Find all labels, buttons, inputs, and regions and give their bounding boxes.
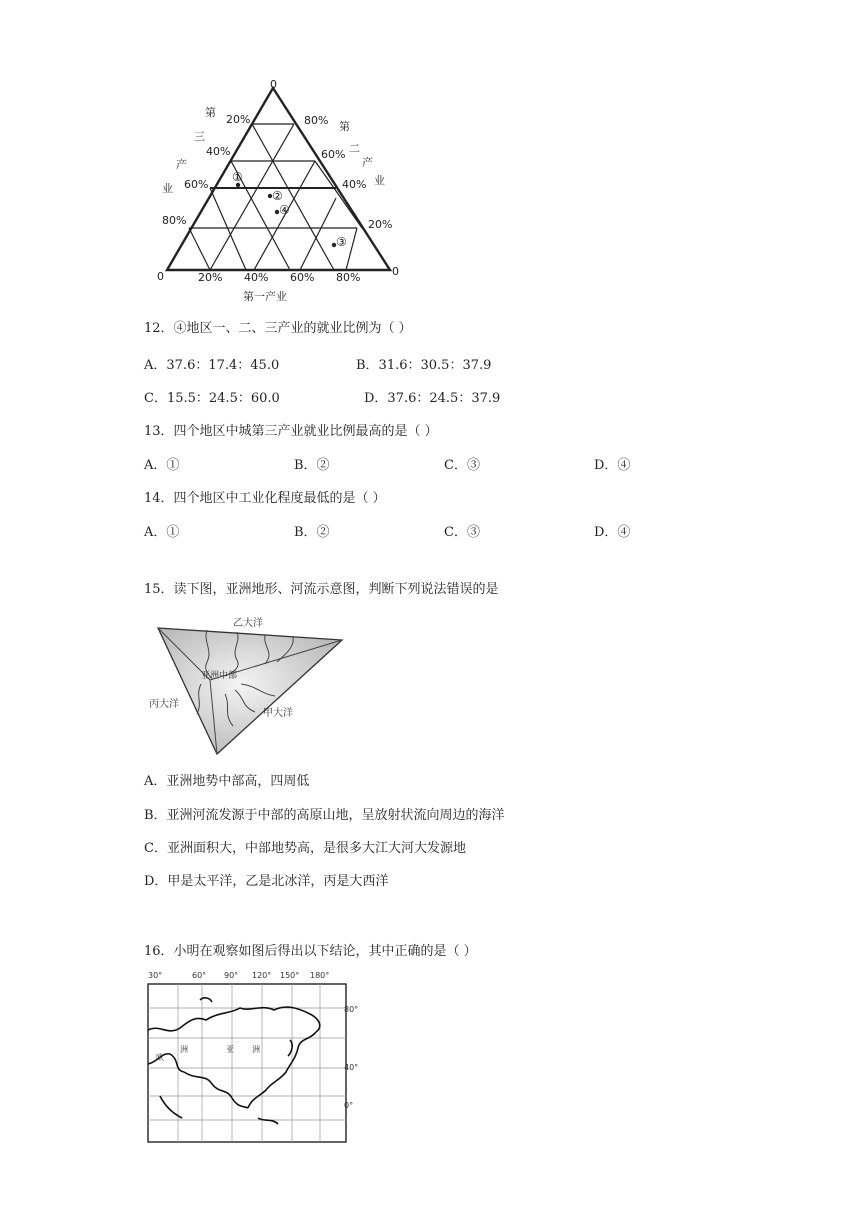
right-tick: 80% [304, 114, 329, 127]
q12-stem: 12．④地区一、二、三产业的就业比例为（ ） [144, 321, 412, 336]
west-ocean-label: 丙大洋 [149, 699, 179, 710]
q13-option-d: D．④ [594, 458, 631, 473]
left-tick: 60% [184, 178, 209, 191]
left-tick: 80% [162, 214, 187, 227]
left-zero: 0 [157, 270, 164, 283]
region-label: 欧 [156, 1053, 164, 1062]
lon-label: 150° [280, 971, 300, 980]
q15-option-c: C．亚洲面积大，中部地势高，是很多大江大河大发源地 [144, 841, 466, 856]
lon-label: 60° [192, 971, 207, 980]
right-axis-char: 产 [362, 156, 373, 169]
q14-option-a: A．① [144, 525, 180, 540]
left-axis-char: 产 [176, 158, 187, 171]
left-axis-char: 业 [162, 182, 173, 195]
point-label-2: ② [272, 189, 283, 203]
asia-center-label: 亚洲中部 [201, 671, 238, 681]
right-tick: 20% [368, 218, 393, 231]
q15-option-a: A．亚洲地势中部高，四周低 [144, 774, 310, 789]
right-axis-char: 业 [374, 174, 385, 187]
ternary-triangle-figure [150, 78, 410, 308]
q14-stem: 14．四个地区中工业化程度最低的是（ ） [144, 491, 386, 506]
lon-label: 30° [148, 971, 163, 980]
bottom-tick: 20% [198, 271, 223, 284]
q15-option-b: B．亚洲河流发源于中部的高原山地，呈放射状流向周边的海洋 [144, 808, 505, 823]
bottom-tick: 80% [336, 271, 361, 284]
right-axis-char: 二 [349, 142, 360, 155]
q12-option-b: B．31.6：30.5：37.9 [356, 358, 492, 373]
q12-option-d: D．37.6：24.5：37.9 [364, 391, 501, 406]
point-label-4: ④ [279, 203, 290, 217]
left-axis-char: 三 [194, 130, 205, 143]
lon-label: 120° [252, 971, 272, 980]
region-label: 洲 [180, 1045, 188, 1054]
bottom-tick: 60% [290, 271, 315, 284]
region-label: 亚 [226, 1045, 234, 1054]
lon-label: 180° [310, 971, 330, 980]
left-tick: 20% [226, 113, 251, 126]
right-zero: 0 [392, 265, 399, 278]
q14-option-d: D．④ [594, 525, 631, 540]
east-ocean-label: 甲大洋 [263, 708, 293, 719]
lat-label: 0° [344, 1101, 354, 1110]
north-ocean-label: 乙大洋 [233, 618, 263, 629]
asia-terrain-map [145, 610, 350, 760]
lat-label: 80° [344, 1005, 359, 1014]
region-label: 洲 [252, 1045, 260, 1054]
left-tick: 40% [206, 145, 231, 158]
q16-stem: 16．小明在观察如图后得出以下结论，其中正确的是（ ） [144, 944, 477, 959]
lat-label: 40° [344, 1063, 359, 1072]
q14-option-b: B．② [294, 525, 330, 540]
asia-triangle [158, 628, 342, 754]
q15-option-d: D．甲是太平洋，乙是北冰洋，丙是大西洋 [144, 874, 389, 889]
q13-option-b: B．② [294, 458, 330, 473]
q13-option-c: C．③ [444, 458, 480, 473]
top-zero: 0 [270, 78, 277, 91]
right-axis-char: 第 [339, 120, 350, 133]
q12-option-c: C．15.5：24.5：60.0 [144, 391, 280, 406]
right-tick: 60% [321, 148, 346, 161]
lon-label: 90° [224, 971, 239, 980]
point-label-3: ③ [336, 235, 347, 249]
q13-stem: 13．四个地区中城第三产业就业比例最高的是（ ） [144, 424, 438, 439]
q13-option-a: A．① [144, 458, 180, 473]
point-label-1: ① [232, 170, 243, 184]
eurasia-grid-map [140, 968, 380, 1148]
q15-stem: 15．读下图，亚洲地形、河流示意图，判断下列说法错误的是 [144, 582, 499, 597]
q14-option-c: C．③ [444, 525, 480, 540]
bottom-axis-label: 第一产业 [243, 290, 287, 303]
q12-option-a: A．37.6：17.4：45.0 [144, 358, 280, 373]
bottom-tick: 40% [244, 271, 269, 284]
left-axis-char: 第 [205, 106, 216, 119]
right-tick: 40% [342, 178, 367, 191]
